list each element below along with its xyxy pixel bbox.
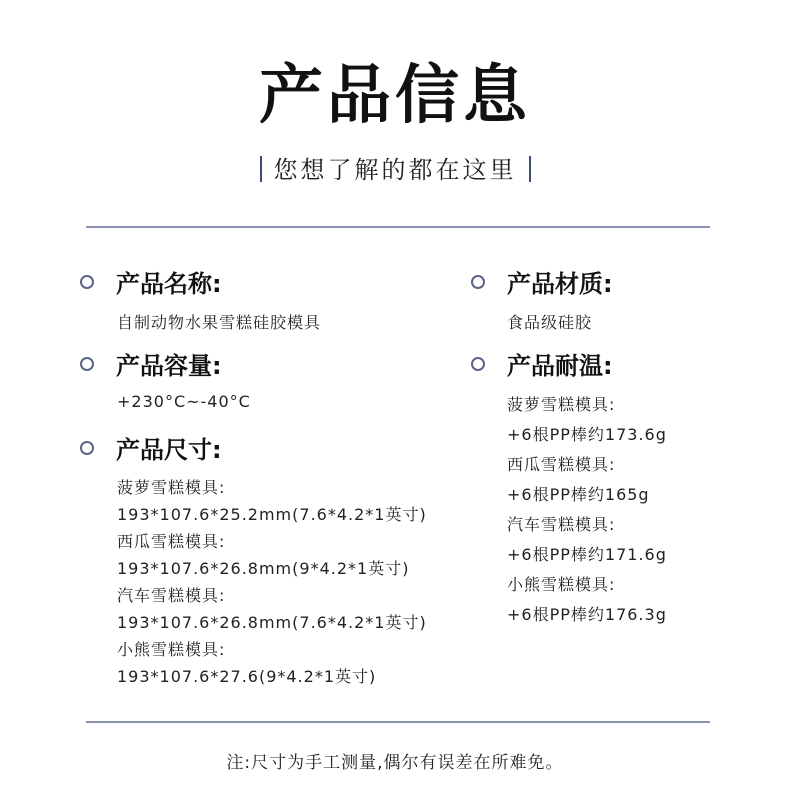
circle-bullet-icon [471, 275, 485, 289]
size-line: 菠萝雪糕模具: [117, 478, 226, 497]
name-value: 自制动物水果雪糕硅胶模具 [117, 313, 322, 332]
size-line: 193*107.6*26.8mm(7.6*4.2*1英寸) [117, 613, 427, 632]
size-line: 193*107.6*26.8mm(9*4.2*1英寸) [117, 559, 410, 578]
bottom-divider [86, 721, 710, 723]
size-line: 小熊雪糕模具: [117, 640, 226, 659]
footer-note: 注:尺寸为手工测量,偶尔有误差在所难免。 [226, 753, 564, 773]
circle-bullet-icon [80, 275, 94, 289]
top-divider [86, 226, 710, 228]
circle-bullet-icon [471, 357, 485, 371]
temp-heading [471, 346, 613, 381]
size-line: 汽车雪糕模具: [117, 586, 226, 605]
temp-line: +6根PP棒约165g [507, 485, 650, 504]
size-line: 西瓜雪糕模具: [117, 532, 226, 551]
capacity-heading [80, 346, 222, 381]
material-label: 产品材质: [507, 270, 613, 298]
temp-line: 菠萝雪糕模具: [507, 395, 616, 414]
name-heading [80, 264, 222, 299]
temp-line: 西瓜雪糕模具: [507, 455, 616, 474]
name-label: 产品名称: [116, 270, 222, 298]
temp-line: +6根PP棒约176.3g [507, 605, 667, 624]
temp-label: 产品耐温: [507, 352, 613, 380]
size-heading [80, 430, 222, 465]
circle-bullet-icon [80, 441, 94, 455]
temp-line: 汽车雪糕模具: [507, 515, 616, 534]
capacity-value: +230°C~-40°C [117, 392, 251, 411]
material-value: 食品级硅胶 [507, 313, 593, 332]
temp-line: 小熊雪糕模具: [507, 575, 616, 594]
size-line: 193*107.6*25.2mm(7.6*4.2*1英寸) [117, 505, 427, 524]
size-line: 193*107.6*27.6(9*4.2*1英寸) [117, 667, 377, 686]
subtitle-right-bar [529, 156, 531, 182]
size-label: 产品尺寸: [116, 436, 222, 464]
capacity-label: 产品容量: [116, 352, 222, 380]
temp-line: +6根PP棒约171.6g [507, 545, 667, 564]
page-title: 产品信息 [259, 59, 531, 133]
subtitle-text: 您想了解的都在这里 [273, 156, 517, 184]
subtitle [0, 150, 790, 185]
subtitle-left-bar [260, 156, 262, 182]
temp-line: +6根PP棒约173.6g [507, 425, 667, 444]
circle-bullet-icon [80, 357, 94, 371]
material-heading [471, 264, 613, 299]
